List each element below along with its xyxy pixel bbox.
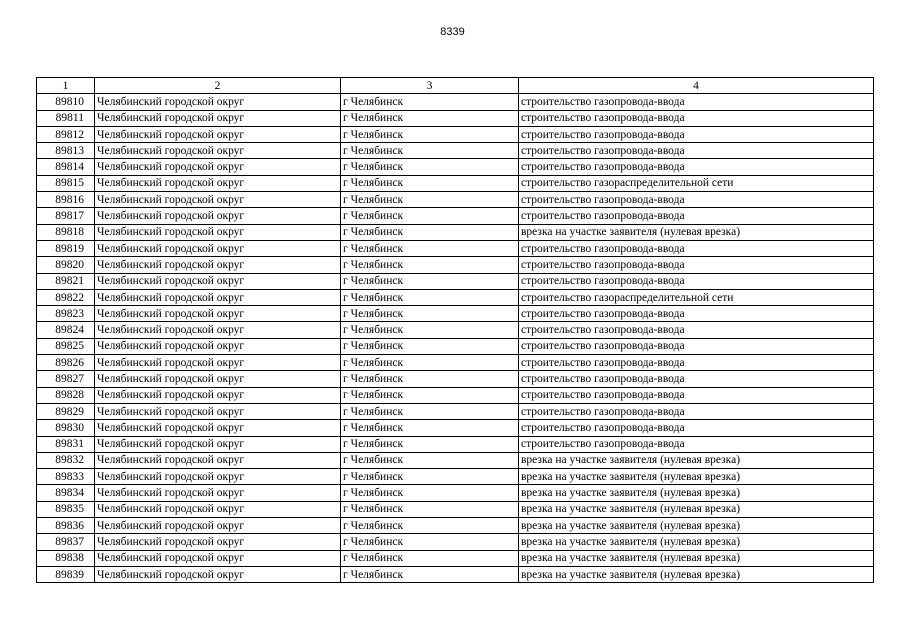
row-number-cell: 89820 [37, 257, 95, 273]
work-type-cell: строительство газопровода-ввода [519, 306, 874, 322]
locality-cell: г Челябинск [341, 273, 519, 289]
locality-cell: г Челябинск [341, 452, 519, 468]
locality-cell: г Челябинск [341, 126, 519, 142]
row-number-cell: 89812 [37, 126, 95, 142]
locality-cell: г Челябинск [341, 403, 519, 419]
table-row [37, 208, 874, 224]
work-type-cell: строительство газопровода-ввода [519, 387, 874, 403]
row-number-cell: 89835 [37, 501, 95, 517]
table-row [37, 518, 874, 534]
table-row [37, 566, 874, 582]
table-body [37, 94, 874, 583]
row-number-cell: 89827 [37, 371, 95, 387]
municipality-cell: Челябинский городской округ [95, 257, 341, 273]
municipality-cell: Челябинский городской округ [95, 240, 341, 256]
row-number-cell: 89822 [37, 289, 95, 305]
municipality-cell: Челябинский городской округ [95, 289, 341, 305]
column-header-3: 3 [341, 78, 519, 94]
table-row [37, 159, 874, 175]
work-type-cell: врезка на участке заявителя (нулевая врезка) [519, 501, 874, 517]
locality-cell: г Челябинск [341, 159, 519, 175]
row-number-cell: 89833 [37, 469, 95, 485]
work-type-cell: строительство газопровода-ввода [519, 240, 874, 256]
locality-cell: г Челябинск [341, 289, 519, 305]
row-number-cell: 89825 [37, 338, 95, 354]
work-type-cell: строительство газопровода-ввода [519, 126, 874, 142]
row-number-cell: 89823 [37, 306, 95, 322]
column-header-2: 2 [95, 78, 341, 94]
work-type-cell: строительство газопровода-ввода [519, 371, 874, 387]
table-row [37, 224, 874, 240]
work-type-cell: строительство газопровода-ввода [519, 338, 874, 354]
table-header [37, 78, 874, 94]
locality-cell: г Челябинск [341, 338, 519, 354]
row-number-cell: 89828 [37, 387, 95, 403]
municipality-cell: Челябинский городской округ [95, 550, 341, 566]
locality-cell: г Челябинск [341, 110, 519, 126]
municipality-cell: Челябинский городской округ [95, 436, 341, 452]
row-number-cell: 89818 [37, 224, 95, 240]
row-number-cell: 89832 [37, 452, 95, 468]
locality-cell: г Челябинск [341, 485, 519, 501]
work-type-cell: врезка на участке заявителя (нулевая врезка) [519, 566, 874, 582]
row-number-cell: 89839 [37, 566, 95, 582]
row-number-cell: 89814 [37, 159, 95, 175]
work-type-cell: врезка на участке заявителя (нулевая врезка) [519, 224, 874, 240]
municipality-cell: Челябинский городской округ [95, 501, 341, 517]
table-row [37, 175, 874, 191]
municipality-cell: Челябинский городской округ [95, 143, 341, 159]
row-number-cell: 89813 [37, 143, 95, 159]
municipality-cell: Челябинский городской округ [95, 224, 341, 240]
locality-cell: г Челябинск [341, 143, 519, 159]
table-row [37, 469, 874, 485]
work-type-cell: строительство газопровода-ввода [519, 436, 874, 452]
table-row [37, 257, 874, 273]
locality-cell: г Челябинск [341, 550, 519, 566]
municipality-cell: Челябинский городской округ [95, 94, 341, 110]
table-row [37, 322, 874, 338]
locality-cell: г Челябинск [341, 322, 519, 338]
table-row [37, 485, 874, 501]
work-type-cell: строительство газопровода-ввода [519, 143, 874, 159]
municipality-cell: Челябинский городской округ [95, 175, 341, 191]
work-type-cell: строительство газопровода-ввода [519, 273, 874, 289]
column-header-4: 4 [519, 78, 874, 94]
work-type-cell: строительство газопровода-ввода [519, 159, 874, 175]
municipality-cell: Челябинский городской округ [95, 518, 341, 534]
table-row [37, 420, 874, 436]
work-type-cell: врезка на участке заявителя (нулевая врезка) [519, 534, 874, 550]
table-row [37, 338, 874, 354]
municipality-cell: Челябинский городской округ [95, 338, 341, 354]
table-row [37, 240, 874, 256]
row-number-cell: 89826 [37, 355, 95, 371]
municipality-cell: Челябинский городской округ [95, 534, 341, 550]
work-type-cell: врезка на участке заявителя (нулевая врезка) [519, 518, 874, 534]
locality-cell: г Челябинск [341, 192, 519, 208]
locality-cell: г Челябинск [341, 436, 519, 452]
row-number-cell: 89810 [37, 94, 95, 110]
locality-cell: г Челябинск [341, 469, 519, 485]
work-type-cell: врезка на участке заявителя (нулевая врезка) [519, 550, 874, 566]
table-row [37, 110, 874, 126]
municipality-cell: Челябинский городской округ [95, 452, 341, 468]
municipality-cell: Челябинский городской округ [95, 306, 341, 322]
locality-cell: г Челябинск [341, 355, 519, 371]
locality-cell: г Челябинск [341, 518, 519, 534]
table-row [37, 192, 874, 208]
registry-table [36, 77, 874, 583]
locality-cell: г Челябинск [341, 566, 519, 582]
work-type-cell: строительство газопровода-ввода [519, 192, 874, 208]
locality-cell: г Челябинск [341, 306, 519, 322]
table-row [37, 501, 874, 517]
row-number-cell: 89819 [37, 240, 95, 256]
work-type-cell: строительство газопровода-ввода [519, 355, 874, 371]
locality-cell: г Челябинск [341, 420, 519, 436]
work-type-cell: строительство газопровода-ввода [519, 110, 874, 126]
table-row [37, 273, 874, 289]
table-row [37, 371, 874, 387]
table-row [37, 355, 874, 371]
locality-cell: г Челябинск [341, 387, 519, 403]
municipality-cell: Челябинский городской округ [95, 469, 341, 485]
locality-cell: г Челябинск [341, 208, 519, 224]
municipality-cell: Челябинский городской округ [95, 485, 341, 501]
municipality-cell: Челябинский городской округ [95, 355, 341, 371]
table-row [37, 550, 874, 566]
work-type-cell: строительство газопровода-ввода [519, 420, 874, 436]
municipality-cell: Челябинский городской округ [95, 208, 341, 224]
table-row [37, 126, 874, 142]
row-number-cell: 89837 [37, 534, 95, 550]
municipality-cell: Челябинский городской округ [95, 420, 341, 436]
row-number-cell: 89834 [37, 485, 95, 501]
municipality-cell: Челябинский городской округ [95, 322, 341, 338]
work-type-cell: врезка на участке заявителя (нулевая врезка) [519, 469, 874, 485]
table-row [37, 143, 874, 159]
row-number-cell: 89824 [37, 322, 95, 338]
row-number-cell: 89821 [37, 273, 95, 289]
work-type-cell: строительство газопровода-ввода [519, 403, 874, 419]
table-row [37, 534, 874, 550]
work-type-cell: строительство газораспределительной сети [519, 175, 874, 191]
table-row [37, 306, 874, 322]
row-number-cell: 89836 [37, 518, 95, 534]
municipality-cell: Челябинский городской округ [95, 192, 341, 208]
row-number-cell: 89830 [37, 420, 95, 436]
locality-cell: г Челябинск [341, 534, 519, 550]
table-row [37, 289, 874, 305]
work-type-cell: строительство газораспределительной сети [519, 289, 874, 305]
table-row [37, 403, 874, 419]
municipality-cell: Челябинский городской округ [95, 273, 341, 289]
municipality-cell: Челябинский городской округ [95, 126, 341, 142]
municipality-cell: Челябинский городской округ [95, 387, 341, 403]
row-number-cell: 89816 [37, 192, 95, 208]
table-row [37, 436, 874, 452]
work-type-cell: строительство газопровода-ввода [519, 94, 874, 110]
row-number-cell: 89831 [37, 436, 95, 452]
row-number-cell: 89829 [37, 403, 95, 419]
locality-cell: г Челябинск [341, 371, 519, 387]
table-row [37, 94, 874, 110]
row-number-cell: 89811 [37, 110, 95, 126]
work-type-cell: строительство газопровода-ввода [519, 208, 874, 224]
table-row [37, 452, 874, 468]
work-type-cell: строительство газопровода-ввода [519, 257, 874, 273]
page-number: 8339 [440, 26, 465, 38]
column-header-1: 1 [37, 78, 95, 94]
municipality-cell: Челябинский городской округ [95, 159, 341, 175]
table-row [37, 387, 874, 403]
row-number-cell: 89838 [37, 550, 95, 566]
work-type-cell: врезка на участке заявителя (нулевая врезка) [519, 485, 874, 501]
locality-cell: г Челябинск [341, 94, 519, 110]
locality-cell: г Челябинск [341, 224, 519, 240]
locality-cell: г Челябинск [341, 257, 519, 273]
row-number-cell: 89817 [37, 208, 95, 224]
header-row [37, 78, 874, 94]
municipality-cell: Челябинский городской округ [95, 371, 341, 387]
locality-cell: г Челябинск [341, 175, 519, 191]
locality-cell: г Челябинск [341, 501, 519, 517]
locality-cell: г Челябинск [341, 240, 519, 256]
work-type-cell: врезка на участке заявителя (нулевая врезка) [519, 452, 874, 468]
municipality-cell: Челябинский городской округ [95, 110, 341, 126]
municipality-cell: Челябинский городской округ [95, 566, 341, 582]
row-number-cell: 89815 [37, 175, 95, 191]
municipality-cell: Челябинский городской округ [95, 403, 341, 419]
work-type-cell: строительство газопровода-ввода [519, 322, 874, 338]
